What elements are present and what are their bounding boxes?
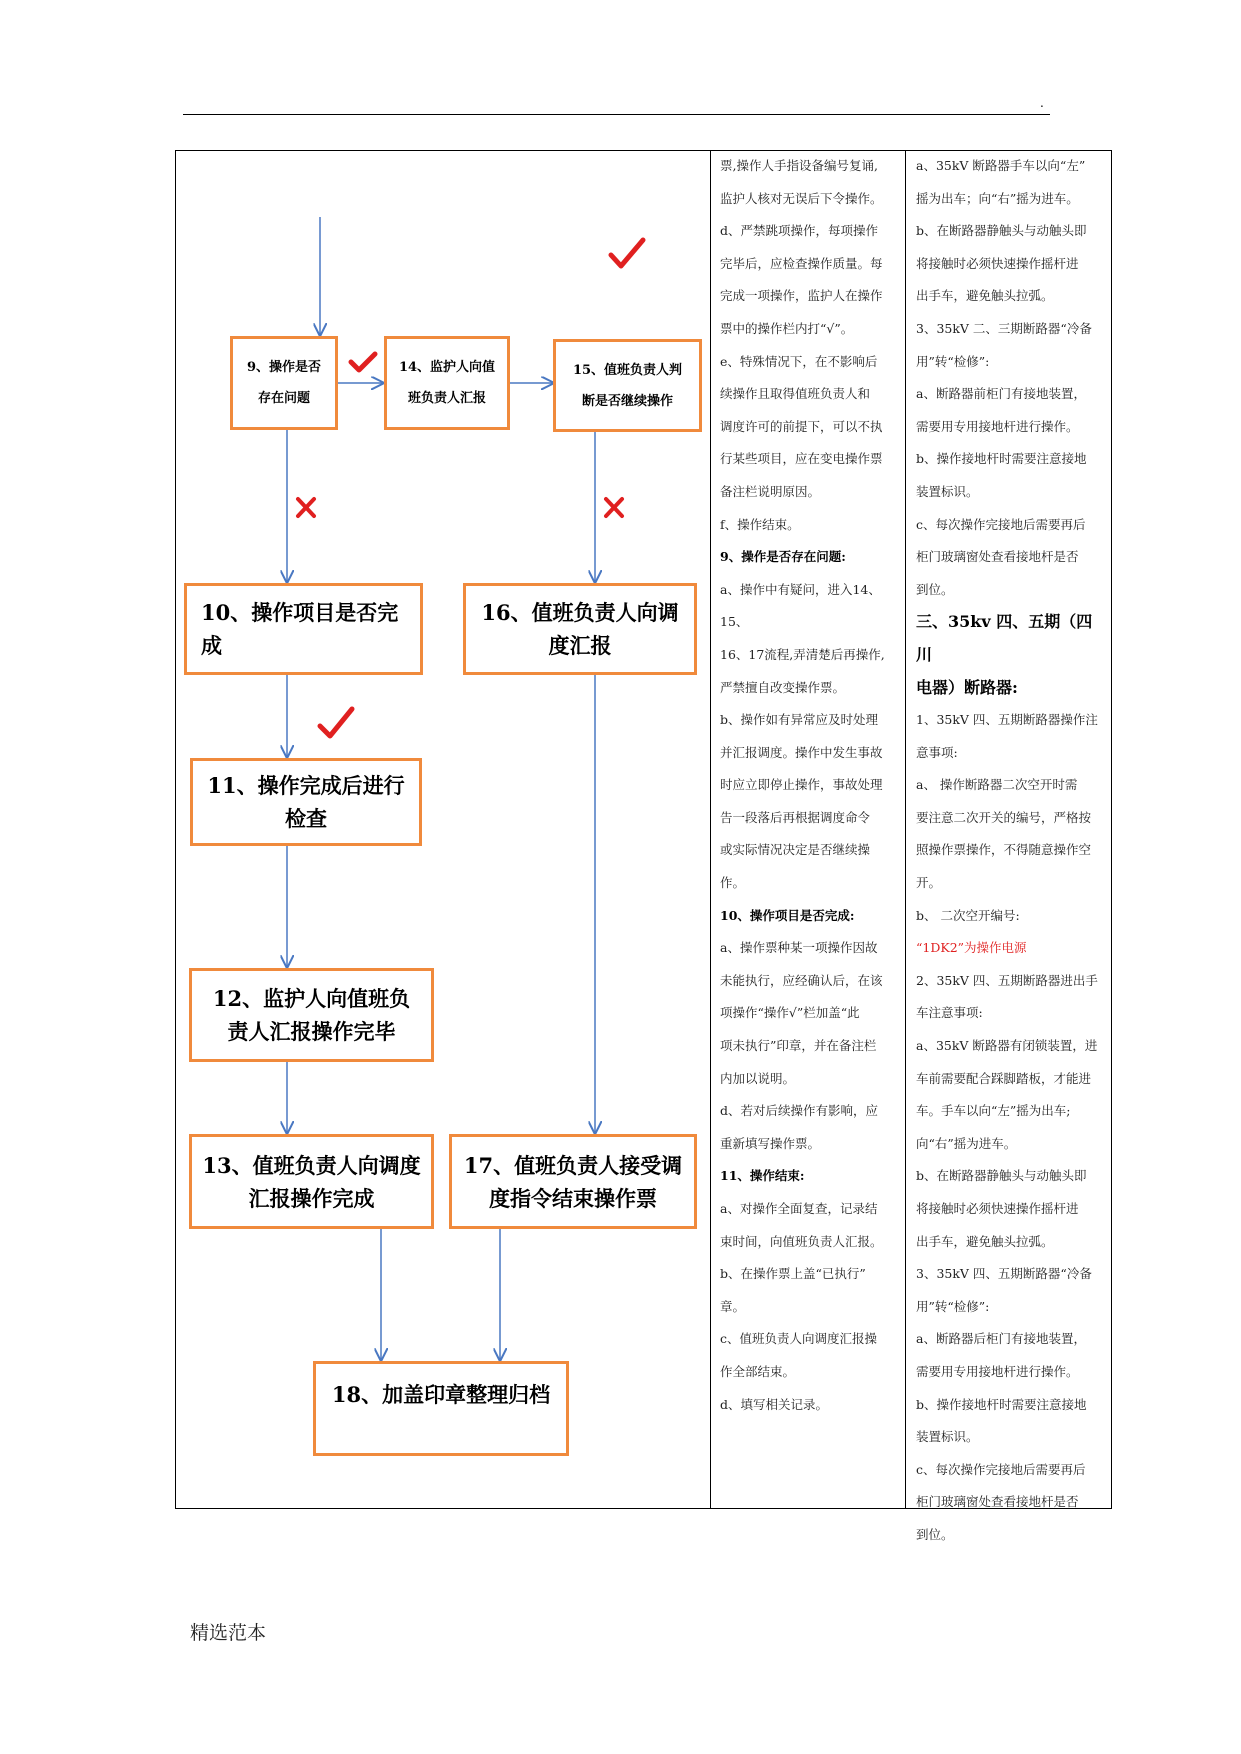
text-line: 需要用专用接地杆进行操作。 [916, 1363, 1079, 1379]
text-line: 作。 [720, 875, 746, 891]
text-line: 柜门玻璃窗处查看接地杆是否 [916, 549, 1079, 565]
text-line: 2、35kV 四、五期断路器进出手 [916, 972, 1098, 988]
text-line: 10、操作项目是否完成: [720, 907, 855, 923]
text-line: 用”转“检修”: [916, 353, 990, 369]
text-line: 告一段落后再根据调度命令 [720, 809, 871, 825]
cross-mark-icon [298, 499, 314, 516]
text-line: 时应立即停止操作，事故处理 [720, 777, 883, 793]
flow-box-10: 10、操作项目是否完 成 [184, 583, 423, 675]
text-line: 摇为出车；向“右”摇为进车。 [916, 190, 1079, 206]
text-line: a、35kV 断路器有闭锁装置，进 [916, 1038, 1098, 1054]
middle-text-column [720, 150, 900, 1421]
flow-box-18: 18、加盖印章整理归档 [313, 1361, 569, 1456]
text-line: 未能执行，应经确认后，在该 [720, 972, 883, 988]
text-line: f、操作结束。 [720, 516, 800, 532]
text-line: 行某些项目，应在变电操作票 [720, 451, 883, 467]
text-line: 意事项: [916, 744, 958, 760]
text-line: b、操作接地杆时需要注意接地 [916, 1396, 1087, 1412]
text-line: 11、操作结束: [720, 1168, 805, 1184]
flow-box-16: 16、值班负责人向调 度汇报 [463, 583, 697, 675]
text-line: 作全部结束。 [720, 1363, 796, 1379]
text-line: 严禁擅自改变操作票。 [720, 679, 846, 695]
text-line: d、严禁跳项操作，每项操作 [720, 223, 879, 239]
check-mark-icon [320, 709, 352, 736]
text-line: 备注栏说明原因。 [720, 483, 821, 499]
flow-box-11: 11、操作完成后进行 检查 [190, 758, 422, 846]
text-line: 票中的操作栏内打“√”。 [720, 320, 854, 336]
flow-box-17: 17、值班负责人接受调 度指令结束操作票 [449, 1134, 697, 1229]
text-line: 内加以说明。 [720, 1070, 796, 1086]
text-line: 调度许可的前提下，可以不执 [720, 418, 883, 434]
text-line: b、在断路器静触头与动触头即 [916, 223, 1087, 239]
text-line: e、特殊情况下，在不影响后 [720, 353, 878, 369]
text-line: 开。 [916, 875, 942, 891]
text-line: 柜门玻璃窗处查看接地杆是否 [916, 1494, 1079, 1510]
text-line: 项操作“操作√”栏加盖“此 [720, 1005, 860, 1021]
text-line: 3、35kV 四、五期断路器“冷备 [916, 1266, 1092, 1282]
text-line: 9、操作是否存在问题: [720, 549, 846, 565]
text-line: 或实际情况决定是否继续操 [720, 842, 871, 858]
text-line: 将接触时必须快速操作摇杆进 [916, 1201, 1079, 1216]
text-line: 章。 [720, 1298, 746, 1314]
text-line: 续操作且取得值班负责人和 [720, 386, 871, 402]
text-line: 向“右”摇为进车。 [916, 1135, 1017, 1151]
text-line: a、断路器前柜门有接地装置， [916, 386, 1086, 402]
text-line: 出手车，避免触头拉弧。 [916, 288, 1054, 304]
text-line: a、操作票种某一项操作因故 [720, 940, 878, 956]
text-line: 到位。 [916, 581, 954, 597]
text-line: 车注意事项: [916, 1005, 983, 1021]
text-line: 重新填写操作票。 [720, 1135, 821, 1151]
header-dot: . [1040, 96, 1044, 110]
flow-box-12: 12、监护人向值班负 责人汇报操作完毕 [189, 968, 434, 1062]
text-line: “1DK2”为操作电源 [916, 940, 1027, 956]
text-line: d、填写相关记录。 [720, 1396, 829, 1412]
flow-box-13: 13、值班负责人向调度 汇报操作完成 [189, 1134, 434, 1229]
text-line: 车前需要配合踩脚踏板，才能进 [916, 1070, 1092, 1086]
text-line: 16、17流程,弄清楚后再操作, [720, 646, 885, 662]
text-line: 将接触时必须快速操作摇杆进 [916, 255, 1079, 271]
text-line: 三、35kv 四、五期（四川 [916, 612, 1093, 664]
text-line: 照操作票操作，不得随意操作空 [916, 842, 1092, 858]
text-line: b、在操作票上盖“已执行” [720, 1266, 866, 1282]
text-line: 出手车，避免触头拉弧。 [916, 1233, 1054, 1249]
text-line: a、断路器后柜门有接地装置， [916, 1331, 1086, 1347]
text-line: c、每次操作完接地后需要再后 [916, 1461, 1086, 1477]
text-line: a、对操作全面复查，记录结 [720, 1201, 878, 1216]
footer-text: 精选范本 [190, 1622, 267, 1644]
text-line: b、操作如有异常应及时处理 [720, 712, 879, 728]
text-line: b、 二次空开编号: [916, 907, 1020, 923]
text-line: b、操作接地杆时需要注意接地 [916, 451, 1087, 467]
text-line: 用”转“检修”: [916, 1298, 990, 1314]
text-line: 车。手车以向“左”摇为出车; [916, 1103, 1071, 1119]
text-line: 项未执行”印章，并在备注栏 [720, 1038, 877, 1054]
text-line: c、每次操作完接地后需要再后 [916, 516, 1086, 532]
text-line: 3、35kV 二、三期断路器“冷备 [916, 320, 1092, 336]
text-line: 装置标识。 [916, 1429, 979, 1445]
text-line: 1、35kV 四、五期断路器操作注 [916, 712, 1098, 728]
text-line: a、操作中有疑问，进入14、15、 [720, 581, 881, 630]
text-line: d、若对后续操作有影响，应 [720, 1103, 879, 1119]
text-line: 电器）断路器: [916, 677, 1018, 697]
text-line: 监护人核对无误后下令操作。 [720, 190, 883, 206]
text-line: 要注意二次开关的编号，严格按 [916, 809, 1092, 825]
flow-box-15: 15、值班负责人判 断是否继续操作 [553, 339, 702, 432]
flow-box-9: 9、操作是否 存在问题 [230, 336, 338, 430]
text-line: 票,操作人手指设备编号复诵, [720, 158, 878, 173]
text-line: 需要用专用接地杆进行操作。 [916, 418, 1079, 434]
text-line: c、值班负责人向调度汇报操 [720, 1331, 878, 1347]
text-line: 束时间，向值班负责人汇报。 [720, 1233, 883, 1249]
check-mark-icon [351, 354, 375, 370]
text-line: 装置标识。 [916, 483, 979, 499]
cross-mark-icon [606, 499, 622, 516]
flow-box-14: 14、监护人向值 班负责人汇报 [384, 336, 510, 430]
text-line: a、 操作断路器二次空开时需 [916, 777, 1078, 793]
text-line: a、35kV 断路器手车以向“左” [916, 158, 1086, 173]
text-line: 完成一项操作，监护人在操作 [720, 288, 883, 304]
right-text-column [916, 150, 1106, 1552]
text-line: 到位。 [916, 1526, 954, 1542]
text-line: b、在断路器静触头与动触头即 [916, 1168, 1087, 1184]
check-mark-icon [611, 240, 643, 266]
text-line: 并汇报调度。操作中发生事故 [720, 744, 883, 760]
text-line: 完毕后，应检查操作质量。每 [720, 255, 883, 271]
